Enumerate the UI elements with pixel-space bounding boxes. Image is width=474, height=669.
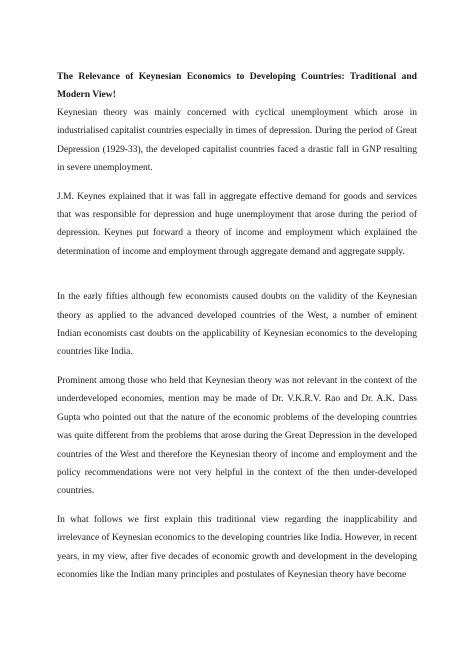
document-body xyxy=(57,68,417,584)
paragraph-3: In the early fifties although few economists caused doubts on the validity of the Keynesian theory as applied to the advanced developed countries of the West, a number of eminent Indian economists cast doubts on the applicability of Keynesian economics to the developing countries like India. xyxy=(57,292,417,358)
paragraph-5: In what follows we first explain this traditional view regarding the inapplicability and irrelevance of Keynesian economics to the developing countries like India. However, in recent years, in my view, after five decades of economic growth and development in the developing economies like the Indian many principles and postulates of Keynesian theory have become xyxy=(57,514,417,580)
paragraph-1: Keynesian theory was mainly concerned with cyclical unemployment which arose in industrialised capitalist countries especially in times of depression. During the period of Great Depression (1929-33), the developed capitalist countries faced a drastic fall in GNP resulting in severe unemployment. xyxy=(57,108,417,174)
document-title: The Relevance of Keynesian Economics to Developing Countries: Traditional and Modern View! xyxy=(57,71,417,100)
paragraph-2: J.M. Keynes explained that it was fall in aggregate effective demand for goods and services that was responsible for depression and huge unemployment that arose during the period of depression. Keynes put forward a theory of income and employment which explained the determination of income and employment through aggregate demand and aggregate supply. xyxy=(57,191,417,257)
paragraph-4: Prominent among those who held that Keynesian theory was not relevant in the context of the underdeveloped economies, mention may be made of Dr. V.K.R.V. Rao and Dr. A.K. Dass Gupta who pointed out that the nature of the economic problems of the developing countries was quite different from the problems that arose during the Great Depression in the developed countries of the West and therefore the Keynesian theory of income and employment and the policy recommendations were not very helpful in the context of the then under-developed countries. xyxy=(57,375,417,497)
